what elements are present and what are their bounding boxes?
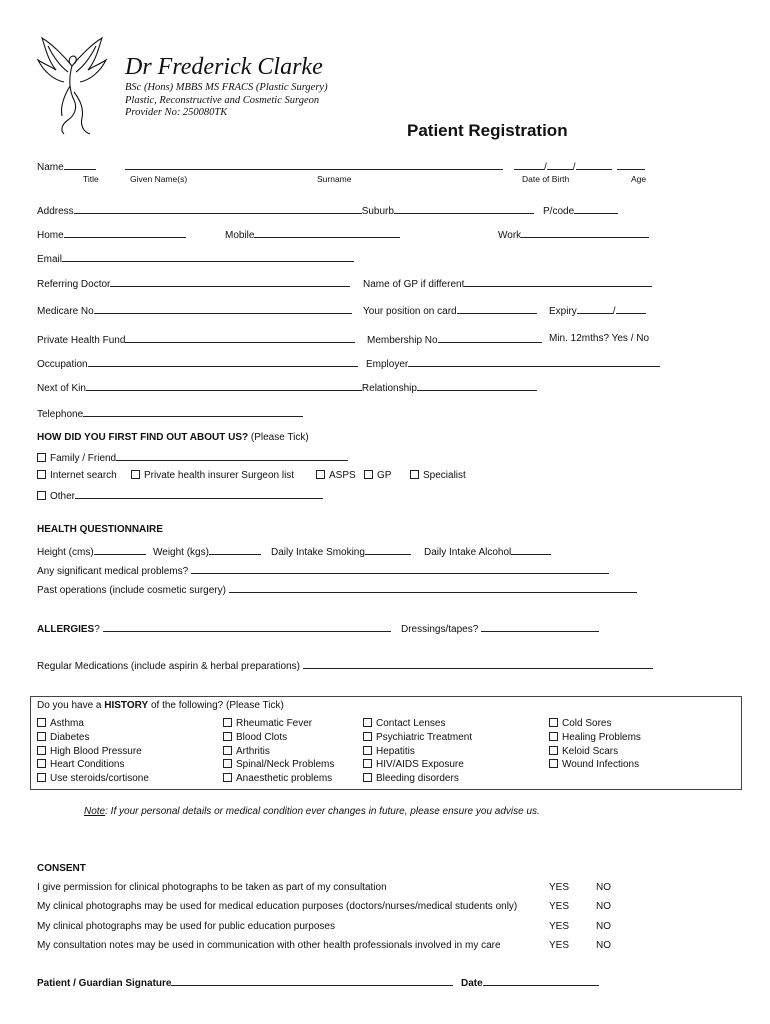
age-caption: Age [631,174,647,184]
history-option-label: Diabetes [50,731,90,743]
min-12-months-question[interactable]: Min. 12mths? Yes / No [549,333,650,344]
expiry-separator: / [612,306,616,317]
full-name-field[interactable] [125,160,503,170]
home-phone-label: Home [37,230,64,241]
consent-no-option[interactable]: NO [596,882,611,893]
history-option[interactable] [549,732,641,746]
checkbox-icon[interactable] [37,470,46,479]
doctor-name: Dr Frederick Clarke [125,54,323,80]
history-option-label: Blood Clots [236,731,288,743]
relationship-label: Relationship [361,383,417,394]
history-option[interactable] [223,718,334,732]
smoking-field[interactable] [365,545,411,555]
history-option[interactable] [549,759,641,773]
date-label: Date [461,978,483,989]
history-option-label: Asthma [50,718,84,729]
height-label: Height (cms) [37,547,94,558]
medicare-field[interactable] [94,304,352,314]
mobile-field[interactable] [254,228,400,238]
history-option-label: Healing Problems [562,731,641,743]
asps-option[interactable]: ASPS [316,470,356,481]
consent-no-option[interactable]: NO [596,921,611,932]
operations-label: Past operations (include cosmetic surgery) [37,585,226,596]
checkbox-icon[interactable] [37,746,46,755]
alcohol-label: Daily Intake Alcohol [424,547,512,558]
checkbox-icon[interactable] [37,718,46,727]
find-out-heading: HOW DID YOU FIRST FIND OUT ABOUT US? (Please Tick) [37,432,309,443]
checkbox-icon[interactable] [549,718,558,727]
checkbox-icon[interactable] [316,470,325,479]
qualifications: BSc (Hons) MBBS MS FRACS (Plastic Surgery) [125,82,328,93]
history-option-label: Rheumatic Fever [236,718,313,729]
history-option-label: Use steroids/cortisone [50,773,149,785]
history-column-4 [549,718,641,773]
consent-heading: CONSENT [37,863,86,874]
health-heading: HEALTH QUESTIONNAIRE [37,524,163,535]
other-option[interactable]: Other [37,489,323,502]
position-label: Your position on card [363,306,457,317]
next-of-kin-field[interactable] [86,381,362,391]
history-option[interactable] [363,773,472,787]
address-field[interactable] [74,204,362,214]
history-option-label: High Blood Pressure [50,745,142,757]
consent-item: My clinical photographs may be used for medical education purposes (doctors/nurses/medical students only) [37,901,518,912]
date-field[interactable] [483,976,599,986]
history-option[interactable] [223,773,334,787]
name-row [37,160,96,173]
history-option[interactable] [549,746,641,760]
given-name-caption: Given Name(s) [130,174,188,184]
history-column-1 [37,718,149,787]
membership-label: Membership No [367,335,438,346]
consent-yes-option[interactable]: YES [549,882,570,893]
history-option-label: Psychiatric Treatment [376,731,473,743]
history-option[interactable] [37,773,149,787]
medical-problems-field[interactable] [191,564,609,574]
checkbox-icon[interactable] [363,718,372,727]
specialty: Plastic, Reconstructive and Cosmetic Surgeon [125,95,320,106]
checkbox-icon[interactable] [364,470,373,479]
work-phone-label: Work [498,230,522,241]
checkbox-icon[interactable] [363,773,372,782]
checkbox-icon[interactable] [37,732,46,741]
medical-problems-label: Any significant medical problems? [37,566,189,577]
consent-yes-option[interactable]: YES [549,921,570,932]
form-title: Patient Registration [407,121,568,140]
suburb-field[interactable] [394,204,534,214]
pcode-label: P/code [543,206,575,217]
medicare-label: Medicare No [37,306,94,317]
consent-item: I give permission for clinical photographs to be taken as part of my consultation [37,882,387,893]
suburb-label: Suburb [361,206,394,217]
expiry-label: Expiry [549,306,577,317]
checkbox-icon[interactable] [549,746,558,755]
address-label: Address [37,206,74,217]
consent-yes-option[interactable]: YES [549,901,570,912]
dressings-label: Dressings/tapes? [401,624,479,635]
checkbox-icon[interactable] [131,470,140,479]
occupation-field[interactable] [88,357,358,367]
gp-option[interactable]: GP [364,470,391,481]
dob-separator: / [544,162,547,173]
history-option[interactable] [223,746,334,760]
email-field[interactable] [62,252,354,262]
health-fund-label: Private Health Fund [37,335,126,346]
history-column-2 [223,718,334,787]
consent-yes-option[interactable]: YES [549,940,570,951]
operations-field[interactable] [229,583,637,593]
home-phone-field[interactable] [64,228,186,238]
history-option[interactable] [549,718,641,732]
checkbox-icon[interactable] [549,732,558,741]
employer-label: Employer [366,359,409,370]
checkbox-icon[interactable] [37,773,46,782]
history-option-label: Spinal/Neck Problems [236,759,335,771]
mobile-label: Mobile [225,230,255,241]
next-of-kin-label: Next of Kin [37,383,86,394]
dressings-field[interactable] [481,622,599,632]
relationship-field[interactable] [417,381,537,391]
health-fund-field[interactable] [125,333,355,343]
referring-doctor-label: Referring Doctor [37,279,111,290]
family-friend-option[interactable]: Family / Friend [37,451,348,464]
history-option[interactable] [223,732,334,746]
checkbox-icon[interactable] [223,773,232,782]
history-option[interactable] [363,732,472,746]
gp-field[interactable] [464,277,652,287]
weight-label: Weight (kgs) [153,547,209,558]
dob-caption: Date of Birth [522,174,570,184]
alcohol-field[interactable] [511,545,551,555]
phoenix-logo [34,36,110,136]
checkbox-icon[interactable] [549,759,558,768]
history-option[interactable] [37,732,149,746]
checkbox-icon[interactable] [410,470,419,479]
pcode-field[interactable] [574,204,618,214]
name-label: Name [37,162,64,173]
checkbox-icon[interactable] [223,732,232,741]
telephone-field[interactable] [83,407,303,417]
history-option[interactable] [37,746,149,760]
history-option-label: Wound Infections [562,759,640,771]
date-of-birth-field[interactable] [514,160,612,173]
history-option-label: Cold Sores [562,718,612,729]
provider-number: Provider No: 250080TK [125,107,228,118]
expiry-year-field[interactable] [616,304,646,314]
history-option[interactable] [363,718,472,732]
consent-item: My consultation notes may be used in communication with other health professionals involved in my care [37,940,501,951]
checkbox-icon[interactable] [37,453,46,462]
history-option[interactable] [37,718,149,732]
history-option-label: Heart Conditions [50,759,125,771]
checkbox-icon[interactable] [37,491,46,500]
allergies-field[interactable] [103,622,391,632]
gp-label: Name of GP if different [363,279,465,290]
consent-no-option[interactable]: NO [596,940,611,951]
expiry-month-field[interactable] [577,304,613,314]
internet-search-option[interactable]: Internet search [37,470,117,481]
work-phone-field[interactable] [521,228,649,238]
surname-caption: Surname [317,174,352,184]
medications-field[interactable] [303,659,653,669]
history-option-label: Anaesthetic problems [236,773,333,785]
allergies-label: ALLERGIES [37,624,95,635]
weight-field[interactable] [209,545,261,555]
allergies-question-mark: ? [94,624,100,635]
membership-field[interactable] [438,333,542,343]
insurer-option[interactable]: Private health insurer Surgeon list [131,470,294,481]
signature-field[interactable] [171,976,453,986]
consent-no-option[interactable]: NO [596,901,611,912]
history-option-label: HIV/AIDS Exposure [376,759,464,771]
employer-field[interactable] [408,357,660,367]
checkbox-icon[interactable] [363,732,372,741]
note: Note: If your personal details or medical condition ever changes in future, please ensure you advise us. [84,806,540,817]
history-option[interactable] [363,759,472,773]
history-column-3 [363,718,472,787]
signature-label: Patient / Guardian Signature [37,978,172,989]
history-option-label: Keloid Scars [562,745,619,757]
height-field[interactable] [94,545,146,555]
history-option[interactable] [37,759,149,773]
dob-separator: / [572,162,576,173]
history-option-label: Bleeding disorders [376,773,459,785]
smoking-label: Daily Intake Smoking [271,547,365,558]
title-caption: Title [83,174,99,184]
history-option-label: Hepatitis [376,745,415,757]
checkbox-icon[interactable] [363,759,372,768]
history-option-label: Contact Lenses [376,718,446,729]
history-option[interactable] [223,759,334,773]
email-label: Email [37,254,63,265]
telephone-label: Telephone [37,409,84,420]
occupation-label: Occupation [37,359,88,370]
checkbox-icon[interactable] [37,759,46,768]
referring-doctor-field[interactable] [110,277,350,287]
address-row [37,204,534,217]
consent-item: My clinical photographs may be used for public education purposes [37,921,335,932]
checkbox-icon[interactable] [363,746,372,755]
checkbox-icon[interactable] [223,759,232,768]
specialist-option[interactable]: Specialist [410,470,466,481]
checkbox-icon[interactable] [223,746,232,755]
title-field[interactable] [64,160,96,170]
history-option[interactable] [363,746,472,760]
age-field[interactable] [617,160,645,170]
history-option-label: Arthritis [236,745,270,757]
position-field[interactable] [457,304,537,314]
checkbox-icon[interactable] [223,718,232,727]
medications-label: Regular Medications (include aspirin & herbal preparations) [37,661,300,672]
history-prompt: Do you have a HISTORY of the following? (Please Tick) [37,700,284,711]
